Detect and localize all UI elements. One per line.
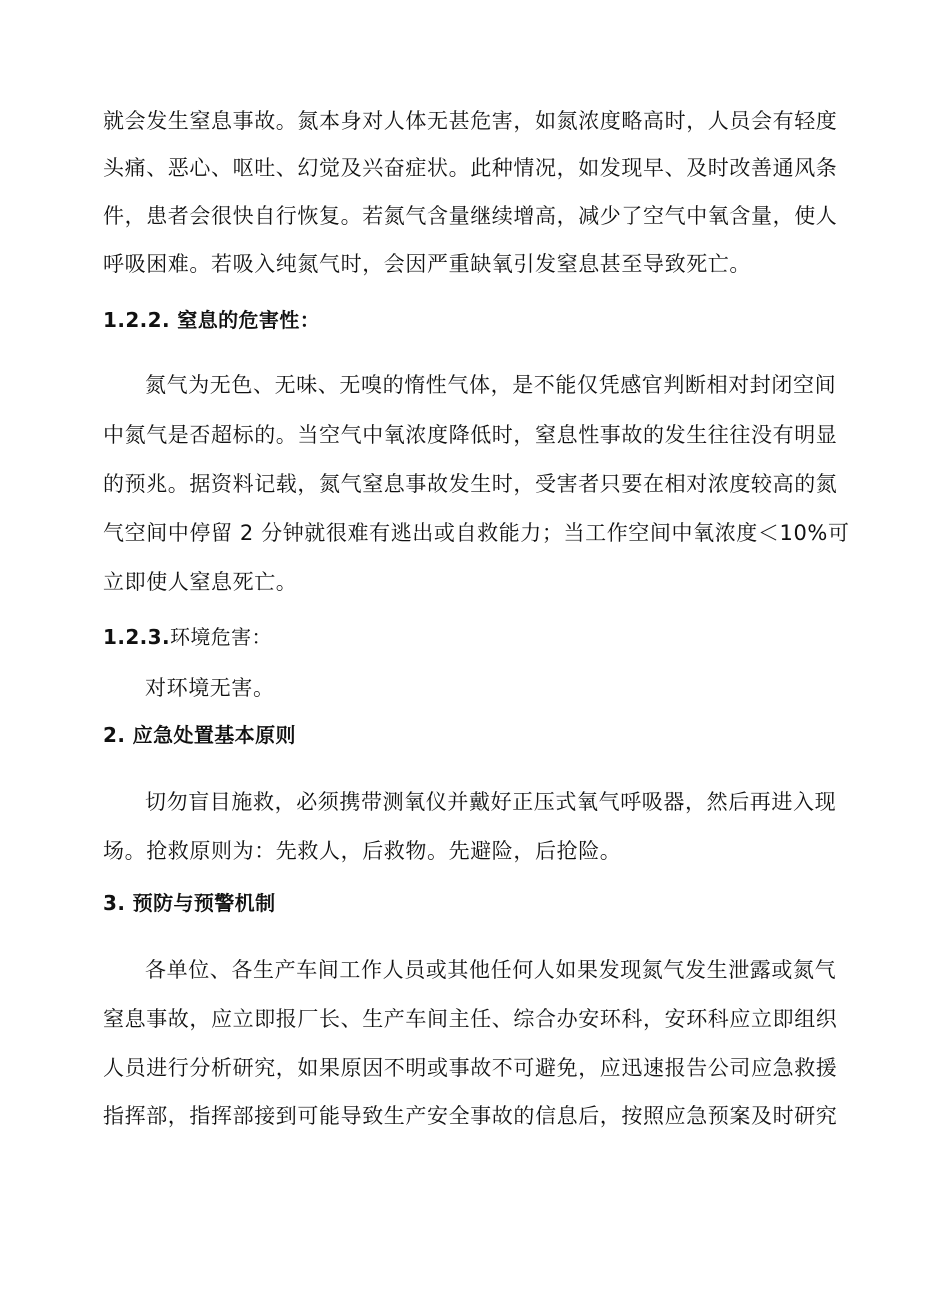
paragraph-line: 的预兆。据资料记载，氮气窒息事故发生时，受害者只要在相对浓度较高的氮 bbox=[103, 472, 838, 496]
paragraph-line: 指挥部，指挥部接到可能导致生产安全事故的信息后，按照应急预案及时研究 bbox=[103, 1104, 838, 1128]
paragraph-line: 立即使人窒息死亡。 bbox=[103, 570, 298, 594]
paragraph-line: 中氮气是否超标的。当空气中氧浓度降低时，窒息性事故的发生往往没有明显 bbox=[103, 423, 838, 447]
paragraph-line: 头痛、恶心、呕吐、幻觉及兴奋症状。此种情况，如发现早、及时改善通风条 bbox=[103, 156, 838, 180]
paragraph-line: 气空间中停留 2 分钟就很难有逃出或自救能力；当工作空间中氧浓度＜10%可 bbox=[103, 521, 850, 545]
section-number: 1.2.3. bbox=[103, 625, 170, 649]
section-heading-1-2-3 bbox=[103, 622, 833, 652]
section-heading-1-2-2: 1.2.2. 窒息的危害性： bbox=[103, 308, 321, 332]
paragraph-line: 场。抢救原则为：先救人，后救物。先避险，后抢险。 bbox=[103, 839, 622, 863]
paragraph-line: 件，患者会很快自行恢复。若氮气含量继续增高，减少了空气中氧含量，使人 bbox=[103, 204, 838, 228]
paragraph-line: 人员进行分析研究，如果原因不明或事故不可避免，应迅速报告公司应急救援 bbox=[103, 1056, 838, 1080]
paragraph-line: 各单位、各生产车间工作人员或其他任何人如果发现氮气发生泄露或氮气 bbox=[145, 958, 837, 982]
section-heading-3: 3. 预防与预警机制 bbox=[103, 891, 276, 915]
paragraph-line: 窒息事故，应立即报厂长、生产车间主任、综合办安环科，安环科应立即组织 bbox=[103, 1007, 838, 1031]
paragraph-line: 对环境无害。 bbox=[145, 676, 275, 700]
paragraph-line: 呼吸困难。若吸入纯氮气时，会因严重缺氧引发窒息甚至导致死亡。 bbox=[103, 252, 751, 276]
paragraph-line: 氮气为无色、无味、无嗅的惰性气体，是不能仅凭感官判断相对封闭空间 bbox=[145, 373, 837, 397]
section-heading-2: 2. 应急处置基本原则 bbox=[103, 723, 296, 747]
section-title: 环境危害： bbox=[169, 625, 272, 649]
paragraph-line: 切勿盲目施救，必须携带测氧仪并戴好正压式氧气呼吸器，然后再进入现 bbox=[145, 790, 837, 814]
paragraph-line: 就会发生窒息事故。氮本身对人体无甚危害，如氮浓度略高时，人员会有轻度 bbox=[103, 109, 838, 133]
